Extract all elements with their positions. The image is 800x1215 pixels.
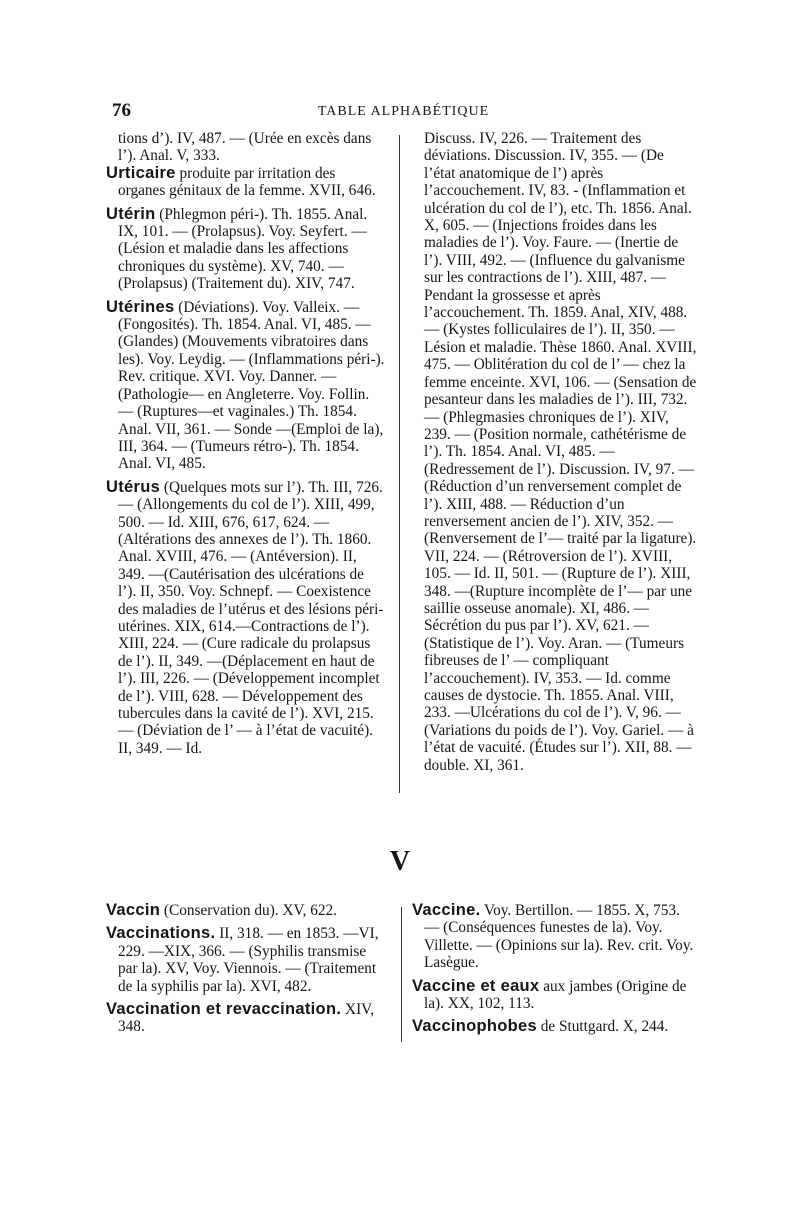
entry-text: de Stuttgard. X, 244.: [536, 1018, 669, 1036]
entry-text: XIV, 348.: [118, 1001, 375, 1036]
entry-headword: Utérin: [106, 204, 156, 223]
section-letter: V: [389, 846, 411, 877]
page-number: 76: [112, 100, 131, 121]
entry-text: (Déviations). Voy. Valleix. —(Fongosités). Th. 1854. Anal. VI, 485. — (Glandes) (Mouvements vibratoires dans les). Voy. Leydig. — (Inflammations péri-). Rev. critique. XVI. Voy. Danner. — (Pathologie— en Angleterre. Voy. Follin. — (Ruptures—et vaginales.) Th. 1854. Anal. VII, 361. — Sonde —(Emploi de la), III, 364. — (Tumeurs rétro-). Th. 1854. Anal. VI, 485.: [118, 298, 385, 473]
entry-text: aux jambes (Origine de la). XX, 102, 113.: [424, 977, 687, 1013]
running-title: TABLE ALPHABÉTIQUE: [317, 104, 490, 119]
index-entry: [106, 1001, 388, 1036]
lower-left-column: [106, 902, 388, 1042]
index-entry: [106, 299, 386, 473]
index-entry: [412, 130, 697, 774]
column-divider-upper: [399, 135, 400, 793]
entry-text: II, 318. — en 1853. —VI, 229. —XIX, 366. — (Syphilis transmise par la). XV, Voy. Viennois. — (Traitement de la syphilis par la). XVI, 482.: [118, 925, 379, 995]
page-header: [112, 100, 695, 124]
entry-headword: Utérines: [106, 297, 175, 316]
entry-headword: Vaccine.: [412, 901, 481, 919]
entry-headword: Vaccinations.: [106, 924, 216, 943]
lower-right-column: [412, 902, 697, 1042]
index-entry: [412, 1018, 697, 1035]
index-entry: [106, 479, 386, 758]
entry-text: (Phlegmon péri-). Th. 1855. Anal. IX, 101. — (Prolapsus). Voy. Seyfert. — (Lésion et maladie dans les affections chroniques du système). XV, 740. —(Prolapsus) (Traitement du). XIV, 747.: [118, 205, 368, 293]
index-entry: [412, 902, 697, 972]
index-entry: [106, 902, 388, 919]
upper-right-column: [412, 130, 697, 774]
index-entry: [412, 978, 697, 1013]
entry-headword: Vaccin: [106, 901, 161, 919]
upper-left-column: [106, 130, 386, 763]
entry-headword: Utérus: [106, 477, 161, 496]
entry-text: (Conservation du). XV, 622.: [160, 902, 337, 919]
entry-text: (Quelques mots sur l’). Th. III, 726. — (Allongements du col de l’). XIII, 499, 500. — Id. XIII, 676, 617, 624. — (Altérations des annexes de l’). Th. 1860. Anal. XVIII, 476. — (Antéversion). II, 349. —(Cautérisation des ulcérations de l’). II, 350. Voy. Schnepf. — Coexistence des maladies de l’utérus et des lésions péri-utérines. XIX, 614.—Contractions de l’). XIII, 224. — (Cure radicale du prolapsus de l’). II, 349. —(Déplacement en haut de l’). III, 226. — (Développement incomplet de l’). VIII, 628. — Développement des tubercules dans la cavité de l’). XVI, 215. — (Déviation de l’ — à l’état de vacuité). II, 349. — Id.: [118, 478, 384, 757]
entry-text: produite par irritation des organes génitaux de la femme. XVII, 646.: [118, 164, 376, 200]
column-divider-lower: [401, 907, 402, 1042]
index-entry: [106, 130, 386, 165]
entry-text: tions d’). IV, 487. — (Urée en excès dans l’). Anal. V, 333.: [118, 130, 372, 165]
entry-headword: Vaccination et revaccination.: [106, 1000, 342, 1019]
index-entry: [106, 165, 386, 200]
index-entry: [106, 925, 388, 995]
entry-text: Discuss. IV, 226. — Traitement des déviations. Discussion. IV, 355. — (De l’état anatomique de l’) après l’accouchement. IV, 83. - (Inflammation et ulcération du col de l’), etc. Th. 1856. Anal. X, 605. — (Injections froides dans les maladies de l’). Voy. Faure. — (Inertie de l’). VIII, 492. — (Influence du galvanisme sur les contractions de l’). XIII, 487. — Pendant la grossesse et après l’accouchement. Th. 1859. Anal, XIV, 488. — (Kystes folliculaires de l’). II, 350. — Lésion et maladie. Thèse 1860. Anal. XVIII, 475. — Oblitération du col de l’ — chez la femme enceinte. XVI, 106. — (Sensation de pesanteur dans les maladies de l’). III, 732. — (Phlegmasies chroniques de l’). XIV, 239. — (Position normale, cathétérisme de l’). Th. 1854. Anal. VI, 485. —(Redressement de l’). Discussion. IV, 97. — (Réduction d’un renversement complet de l’). XIII, 488. — Réduction d’un renversement ancien de l’). XIV, 352. — (Renversement de l’— traité par la ligature). VII, 224. — (Rétroversion de l’). XVIII, 105. — Id. II, 501. — (Rupture de l’). XIII, 348. —(Rupture incomplète de l’— par une saillie osseuse anomale). XI, 486. — Sécrétion du pus par l’). XV, 621. — (Statistique de l’). Voy. Aran. — (Tumeurs fibreuses de l’ — compliquant l’accouchement). IV, 353. — Id. comme causes de dystocie. Th. 1855. Anal. VIII, 233. —Ulcérations du col de l’). V, 96. —(Variations du poids de l’). Voy. Gariel. — à l’état de vacuité. (Études sur l’). XII, 88. — double. XI, 361.: [424, 130, 697, 774]
index-entry: [106, 206, 386, 293]
entry-headword: Vaccinophobes: [412, 1017, 537, 1036]
entry-text: Voy. Bertillon. — 1855. X, 753. — (Conséquences funestes de la). Voy. Villette. — (Opinions sur la). Rev. crit. Voy. Lasègue.: [424, 902, 694, 972]
entry-headword: Urticaire: [106, 163, 176, 182]
entry-headword: Vaccine et eaux: [412, 976, 540, 995]
